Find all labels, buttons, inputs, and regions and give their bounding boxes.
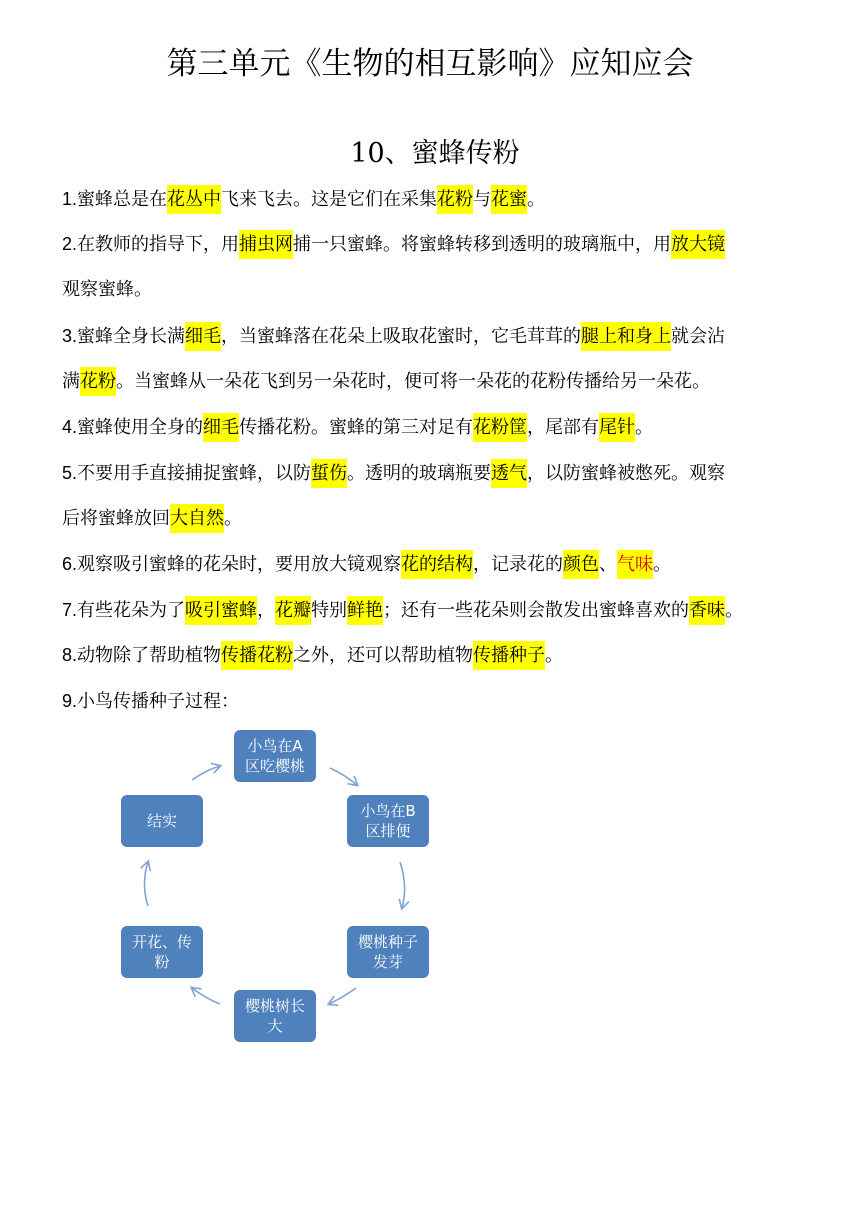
text-segment: 蜜蜂总是在 [77,189,168,210]
text-segment: 。 [224,508,242,529]
highlighted-term: 尾针 [599,413,635,442]
cycle-node-label: 樱桃树长 [244,997,306,1015]
text-segment: 。 [527,189,546,210]
cycle-node-label: 小鸟在B [360,802,416,820]
text-segment: 。透明的玻璃瓶要 [347,463,492,484]
highlighted-term: 花粉筐 [473,413,527,442]
text-segment: 之外，还可以帮助植物 [293,645,474,666]
cycle-node-label: 区吃樱桃 [244,757,306,775]
text-segment: 有些花朵为了 [77,600,186,621]
text-segment: ，当蜜蜂落在花朵上吸取花蜜时，它毛茸茸的 [221,326,582,347]
text-segment: 。 [635,417,654,438]
highlighted-term: 蜇伤 [311,459,347,488]
cycle-arrow-3 [329,988,356,1004]
cycle-node-label: 开花、传 [131,933,193,951]
text-segment: ，尾部有 [527,417,600,438]
text-segment: 。当蜜蜂从一朵花飞到另一朵花时，便可将一朵花的花粉传播给另一朵花。 [116,371,710,392]
cycle-node-grow [234,990,316,1042]
highlighted-term: 气味 [617,550,653,579]
cycle-node-label: 粉 [154,953,170,971]
text-segment: 就会沾 [671,326,726,347]
cycle-arrow-1 [330,768,357,785]
highlighted-term: 花粉 [437,185,473,214]
text-segment: 小鸟传播种子过程： [77,691,240,712]
cycle-node-label: 小鸟在A [247,737,303,755]
text-segment: 。 [653,554,672,575]
cycle-node-label: 发芽 [372,953,404,971]
highlighted-term: 传播种子 [473,641,545,670]
cycle-arrow-5 [145,862,149,906]
highlighted-term: 传播花粉 [221,641,293,670]
text-segment: 不要用手直接捕捉蜜蜂，以防 [77,463,312,484]
item-number: 5. [62,463,78,483]
section-title: 10、蜜蜂传粉 [350,138,520,169]
cycle-node-eat [234,730,316,782]
cycle-node-label: 樱桃种子 [357,933,419,951]
highlighted-term: 吸引蜜蜂 [185,596,257,625]
text-segment: 观察吸引蜜蜂的花朵时，要用放大镜观察 [77,554,402,575]
text-segment: ，以防蜜蜂被憋死。观察 [527,463,726,484]
highlighted-term: 花的结构 [401,550,473,579]
text-segment: 、 [599,554,618,575]
text-segment: 传播花粉。蜜蜂的第三对足有 [239,417,474,438]
text-segment: 。 [725,600,744,621]
text-segment: ；还有一些花朵则会散发出蜜蜂喜欢的 [383,600,690,621]
highlighted-term: 花瓣 [275,596,311,625]
text-segment: 蜜蜂使用全身的 [77,417,204,438]
highlighted-term: 大自然 [170,504,224,533]
item-number: 2. [62,234,78,254]
cycle-node-label: 结实 [146,812,178,830]
highlighted-term: 花蜜 [491,185,527,214]
highlighted-term: 香味 [689,596,725,625]
cycle-arrow-4 [192,988,220,1004]
text-segment: 与 [473,189,492,210]
cycle-node-excrete [347,795,429,847]
highlighted-term: 腿上和身上 [581,322,671,351]
item-number: 3. [62,326,78,346]
text-segment: 后将蜜蜂放回 [62,508,170,529]
text-segment: 动物除了帮助植物 [77,645,222,666]
item-number: 4. [62,417,78,437]
text-segment: 满 [62,371,80,392]
item-number: 7. [62,600,78,620]
highlighted-term: 颜色 [563,550,599,579]
highlighted-term: 透气 [491,459,527,488]
highlighted-term: 花粉 [80,367,116,396]
text-segment: 捕一只蜜蜂。将蜜蜂转移到透明的玻璃瓶中，用 [293,234,672,255]
highlighted-term: 细毛 [185,322,221,351]
highlighted-term: 细毛 [203,413,239,442]
text-segment: 观察蜜蜂。 [62,279,152,300]
text-segment: 蜜蜂全身长满 [77,326,186,347]
highlighted-term: 放大镜 [671,230,725,259]
cycle-node-pollinate [121,926,203,978]
page-title: 第三单元《生物的相互影响》应知应会 [166,46,694,82]
cycle-arrow-2 [400,862,405,908]
cycle-node-label: 区排便 [365,822,411,840]
item-number: 1. [62,189,78,209]
text-segment: 在教师的指导下，用 [77,234,240,255]
cycle-node-fruit [121,795,203,847]
text-segment: 。 [545,645,564,666]
highlighted-term: 鲜艳 [347,596,383,625]
item-number: 6. [62,554,78,574]
cycle-node-sprout [347,926,429,978]
text-segment: ，记录花的 [473,554,564,575]
highlighted-term: 花丛中 [167,185,221,214]
cycle-node-label: 大 [267,1017,283,1035]
highlighted-term: 捕虫网 [239,230,293,259]
text-segment: 飞来飞去。这是它们在采集 [221,189,438,210]
cycle-arrow-6 [192,766,220,780]
item-number: 9. [62,691,78,711]
item-number: 8. [62,645,78,665]
text-segment: 特别 [311,600,348,621]
text-segment: ， [257,600,276,621]
